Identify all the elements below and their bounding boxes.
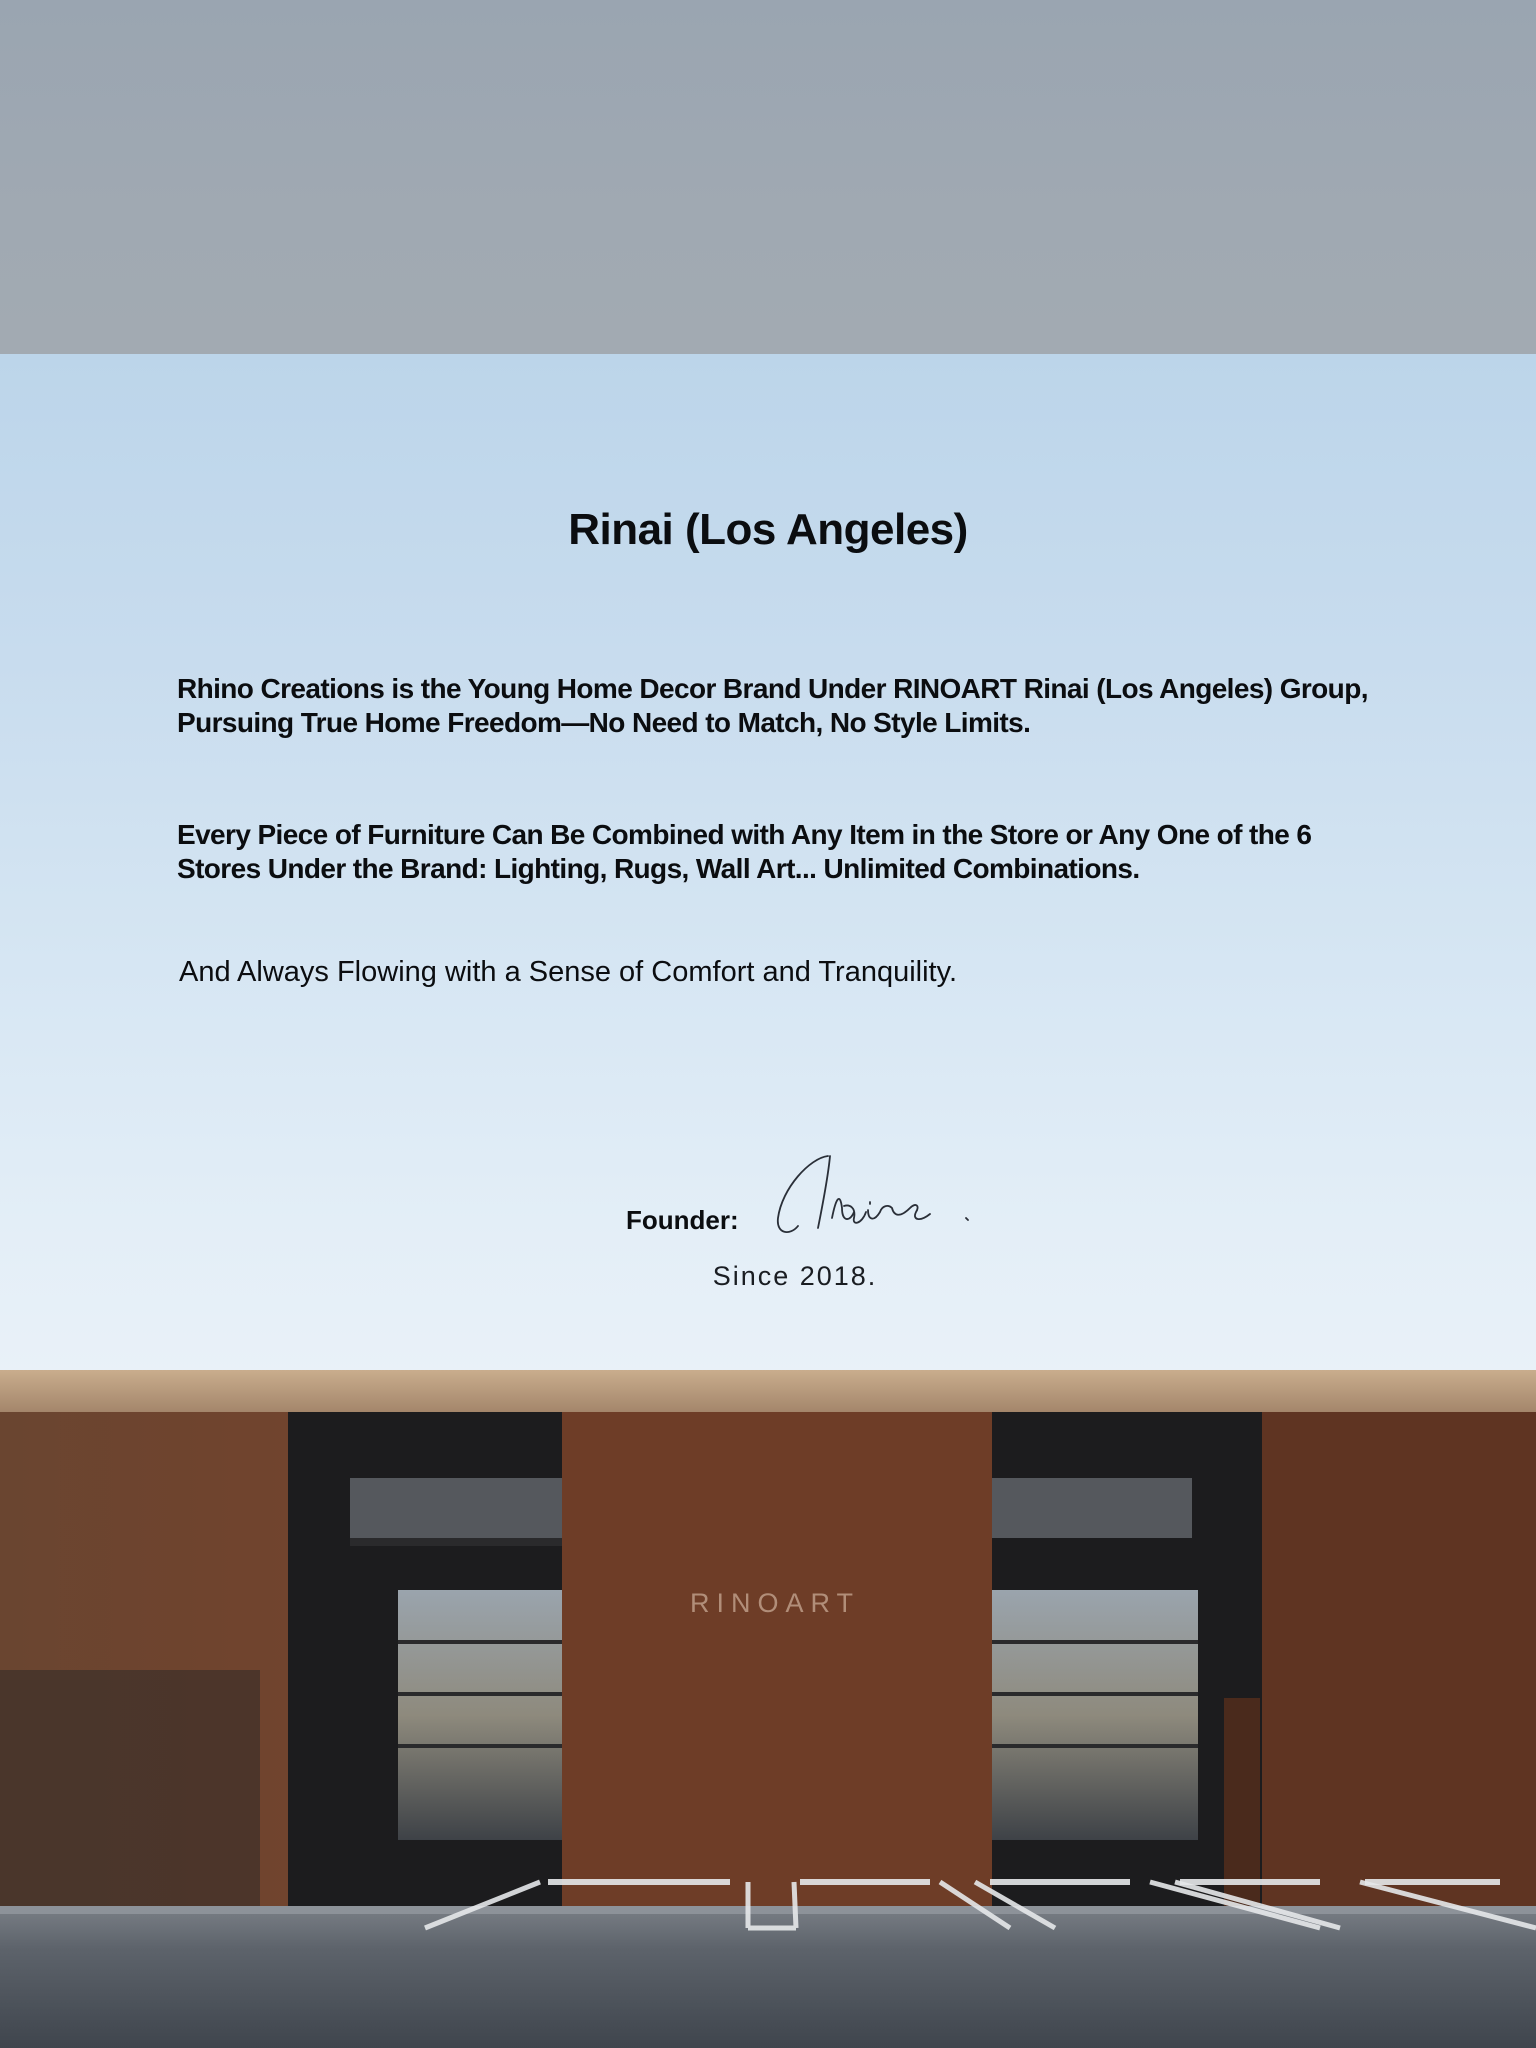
top-gray-band [0,0,1536,354]
page-title: Rinai (Los Angeles) [568,505,968,554]
building-photo [0,1370,1536,2048]
combination-paragraph: Every Piece of Furniture Can Be Combined with Any Item in the Store or Any One of the 6 Stores Under the Brand: Lighting, Rugs, Wall Art... Unlimited Combinations. [177,819,1312,884]
comfort-paragraph: And Always Flowing with a Sense of Comfort and Tranquility. [179,956,958,988]
founder-signature [770,1148,980,1240]
intro-paragraph: Rhino Creations is the Young Home Decor Brand Under RINOART Rinai (Los Angeles) Group, Pursuing True Home Freedom—No Need to Match, No Style Limits. [177,673,1368,738]
since-year: Since 2018. [712,1261,878,1291]
building-sign: RINOART [690,1588,861,1618]
founder-label: Founder: [626,1205,739,1235]
